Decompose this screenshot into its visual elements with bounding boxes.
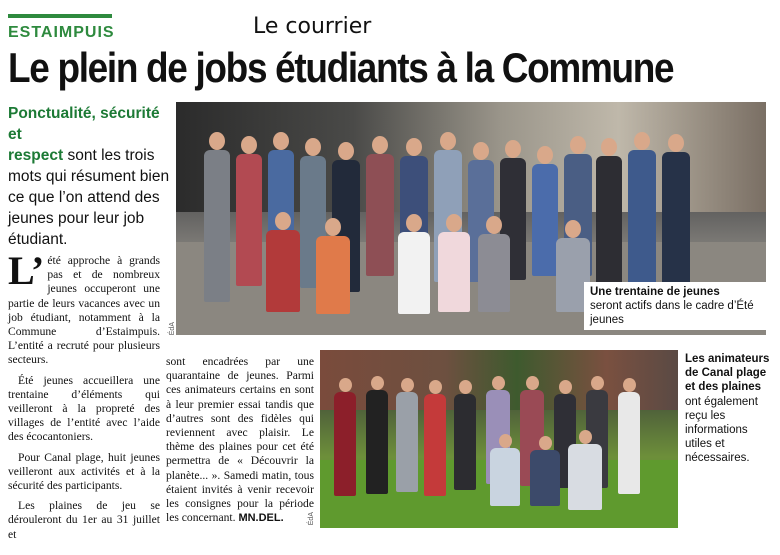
newspaper-name: Le courrier: [253, 14, 372, 39]
person-kneeling: [438, 214, 470, 312]
person: [596, 138, 622, 288]
person-kneeling: [478, 216, 510, 312]
photo2-caption: [685, 352, 777, 466]
person-kneeling: [568, 430, 602, 510]
photo2-caption-bold: Les animateurs de Canal plage et des plaines: [685, 353, 770, 394]
signature: MN.DEL.: [238, 512, 284, 525]
person: [628, 132, 656, 292]
paragraph: sont encadrées par une quarantaine de jeunes. Parmi ces animateurs certains en sont à leur premier essai tandis que d’autres sont des fidèles qui reviennent avec plaisir. Le thème des plaines pour cet été permettra de « Découvrir la planète... ». Samedi matin, tous étaient invités à venir recevoir les consignes pour la période les concernant. MN.DEL.: [166, 355, 314, 525]
person: [366, 376, 388, 494]
chapo-bold-1: Ponctualité, sécurité et: [8, 105, 160, 143]
person-kneeling: [530, 436, 560, 506]
person: [204, 132, 230, 302]
paragraph: Les plaines de jeu se dérouleront du 1er au 31 juillet et: [8, 499, 160, 541]
chapo-bold-2: respect: [8, 147, 64, 164]
group-photo-animateurs: [320, 350, 678, 528]
person: [396, 378, 418, 492]
person-kneeling: [398, 214, 430, 314]
person: [532, 146, 558, 276]
person: [334, 378, 356, 496]
person: [454, 380, 476, 490]
person: [618, 378, 640, 494]
headline: Le plein de jobs étudiants à la Commune: [8, 44, 674, 91]
person: [662, 134, 690, 284]
person-kneeling: [266, 212, 300, 312]
paragraph: Été jeunes accueillera une trentaine d’éléments qui veilleront à la propreté des villages de l’entité avec l’aide des écocantoniers.: [8, 373, 160, 444]
person: [236, 136, 262, 286]
photo1-caption-bold: Une trentaine de jeunes: [590, 286, 720, 298]
section-rubric: ESTAIMPUIS: [8, 24, 115, 41]
photo-credit: ÉdA: [169, 322, 176, 336]
chapo-text: sont les trois mots qui résument bien ce que l’on attend des jeunes pour leur job étudiant.: [8, 147, 170, 248]
person: [424, 380, 446, 496]
paragraph: L’ été approche à grands pas et de nombreux jeunes occuperont une partie de leurs vacances avec un job étudiant, notamment à la Commune d’Estaimpuis. L’entité a recruté pour plusieurs secteurs.: [8, 248, 160, 367]
photo1-caption: [584, 282, 776, 330]
paragraph: Pour Canal plage, huit jeunes veilleront aux activités et à la sécurité des participants.: [8, 450, 160, 493]
photo2-caption-text: ont également reçu les informations utiles et nécessaires.: [685, 395, 758, 465]
person-kneeling: [490, 434, 520, 506]
photo-credit: ÉdA: [308, 512, 315, 526]
article-column-2: [166, 355, 314, 531]
photo1-caption-text: seront actifs dans le cadre d’Été jeunes: [590, 300, 754, 326]
person: [366, 136, 394, 276]
chapo: [8, 103, 170, 250]
article-column-1: [8, 248, 160, 548]
rubric-bar: [8, 14, 112, 18]
dropcap: L’: [8, 248, 45, 293]
person-kneeling: [316, 218, 350, 314]
